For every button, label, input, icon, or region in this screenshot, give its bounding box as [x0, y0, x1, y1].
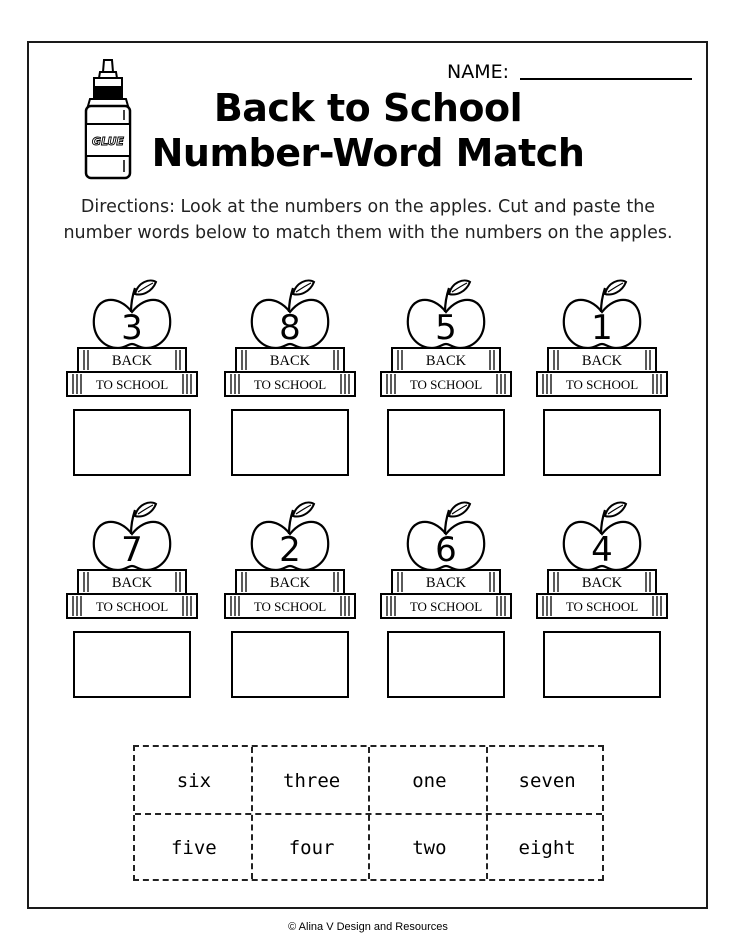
book-label-bottom: TO SCHOOL [409, 599, 483, 614]
book-label-top: BACK [269, 575, 311, 591]
apple-numeral: 5 [435, 308, 457, 348]
apple-numeral: 7 [121, 530, 143, 570]
apple-numeral: 6 [435, 530, 457, 570]
book-label-top: BACK [425, 353, 467, 369]
book-stack-icon [537, 570, 667, 618]
book-label-top: BACK [581, 575, 623, 591]
word-card[interactable]: six [176, 769, 212, 792]
book-stack-icon [225, 348, 355, 396]
number-item [62, 494, 202, 704]
answer-box[interactable] [387, 631, 505, 698]
number-item [532, 272, 672, 482]
apple-numeral: 3 [121, 308, 143, 348]
apple-numeral: 8 [279, 308, 301, 348]
answer-box[interactable] [387, 409, 505, 476]
answer-box[interactable] [543, 409, 661, 476]
apple-numeral: 4 [591, 530, 613, 570]
number-item [532, 494, 672, 704]
number-item [376, 494, 516, 704]
book-label-top: BACK [269, 353, 311, 369]
book-label-bottom: TO SCHOOL [95, 599, 169, 614]
answer-box[interactable] [543, 631, 661, 698]
word-card[interactable]: four [288, 836, 335, 859]
book-stack-icon [537, 348, 667, 396]
book-label-bottom: TO SCHOOL [409, 377, 483, 392]
book-label-top: BACK [111, 575, 153, 591]
book-label-top: BACK [111, 353, 153, 369]
book-stack-icon [381, 348, 511, 396]
number-item [220, 494, 360, 704]
book-label-bottom: TO SCHOOL [565, 599, 639, 614]
directions-line2: number words below to match them with the numbers on the apples. [63, 223, 673, 243]
answer-box[interactable] [73, 409, 191, 476]
answer-box[interactable] [73, 631, 191, 698]
book-stack-icon [67, 348, 197, 396]
number-item [376, 272, 516, 482]
page-title-line1: Back to School [213, 86, 523, 130]
book-label-top: BACK [581, 353, 623, 369]
cut-line [135, 813, 602, 815]
word-card[interactable]: five [170, 836, 217, 859]
answer-box[interactable] [231, 409, 349, 476]
number-item [220, 272, 360, 482]
book-stack-icon [381, 570, 511, 618]
copyright-footer: © Alina V Design and Resources [288, 921, 448, 933]
book-label-top: BACK [425, 575, 467, 591]
book-stack-icon [67, 570, 197, 618]
name-write-line[interactable] [520, 78, 692, 80]
apple-numeral: 2 [279, 530, 301, 570]
word-bank [133, 745, 604, 881]
number-item [62, 272, 202, 482]
book-stack-icon [225, 570, 355, 618]
glue-label: GLUE [92, 135, 124, 148]
name-label: NAME: [447, 61, 510, 83]
word-card[interactable]: two [412, 836, 447, 859]
book-label-bottom: TO SCHOOL [253, 599, 327, 614]
book-label-bottom: TO SCHOOL [253, 377, 327, 392]
word-card[interactable]: seven [518, 769, 576, 792]
apple-numeral: 1 [591, 308, 613, 348]
directions-line1: Directions: Look at the numbers on the apples. Cut and paste the [80, 197, 656, 217]
page-title-line2: Number-Word Match [151, 131, 585, 175]
book-label-bottom: TO SCHOOL [565, 377, 639, 392]
answer-box[interactable] [231, 631, 349, 698]
word-card[interactable]: three [283, 769, 341, 792]
word-card[interactable]: one [412, 769, 447, 792]
word-card[interactable]: eight [518, 836, 576, 859]
book-label-bottom: TO SCHOOL [95, 377, 169, 392]
